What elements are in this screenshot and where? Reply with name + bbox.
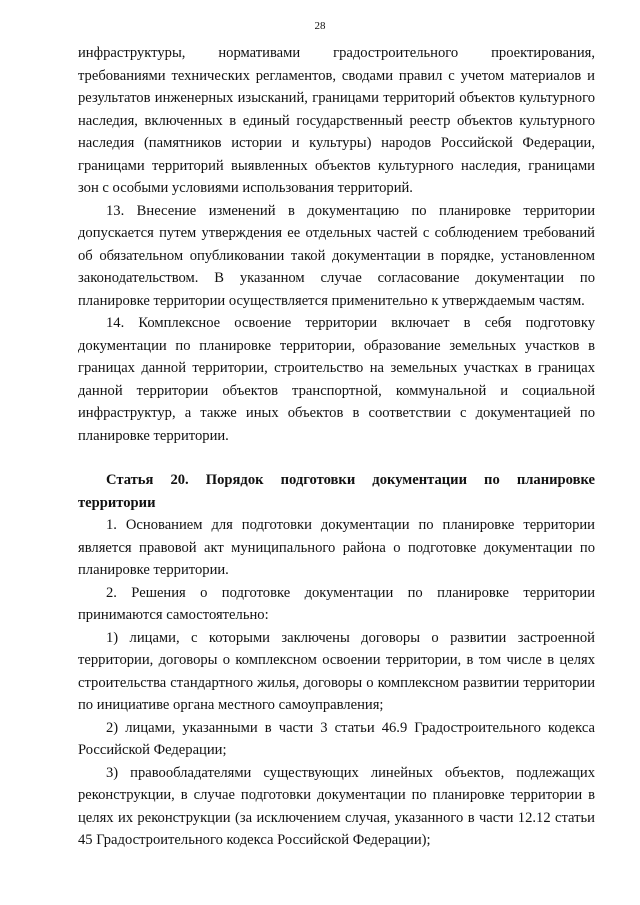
paragraph-13: 13. Внесение изменений в документацию по планировке территории допускается путем утверждения ее отдельных частей с соблюдением требований об обязательном опубликовании такой документации в порядке, установленном законодательством. В указанном случае согласование документации по планировке территории осуществляется применительно к утверждаемым частям. (78, 202, 595, 309)
article-item-3: 3) правообладателями существующих линейных объектов, подлежащих реконструкции, в случае подготовки документации по планировке территории в целях их реконструкции (за исключением случая, указанного в части 12.12 статьи 45 Градостроительного кодекса Российской Федерации); (78, 764, 595, 848)
article-paragraph-2: 2. Решения о подготовке документации по планировке территории принимаются самостоятельно: (78, 584, 595, 623)
article-item-2: 2) лицами, указанными в части 3 статьи 46.9 Градостроительного кодекса Российской Федерации; (78, 719, 595, 758)
article-item-1: 1) лицами, с которыми заключены договоры о развитии застроенной территории, договоры о комплексном освоении территории, в том числе в целях строительства стандартного жилья, договоры о комплексном развитии территории по инициативе органа местного самоуправления; (78, 629, 595, 713)
article-paragraph-1: 1. Основанием для подготовки документации по планировке территории является правовой акт муниципального района о подготовке документации по планировке территории. (78, 517, 595, 578)
document-body (78, 42, 595, 852)
paragraph-continuation: инфраструктуры, нормативами градостроительного проектирования, требованиями технических регламентов, сводами правил с учетом материалов и результатов инженерных изысканий, границами территорий объектов культурного наследия, включенных в единый государственный реестр объектов культурного наследия (памятников истории и культуры) народов Российской Федерации, границами территорий выявленных объектов культурного наследия, границами зон с особыми условиями использования территорий. (78, 45, 595, 196)
page-number: 28 (314, 20, 326, 32)
paragraph-14: 14. Комплексное освоение территории включает в себя подготовку документации по планировке территории, образование земельных участков в границах данной территории, строительство на земельных участках в границах данной территории объектов транспортной, коммунальной и социальной инфраструктур, а также иных объектов в соответствии с документацией по планировке территории. (78, 315, 595, 444)
article-heading: Статья 20. Порядок подготовки документации по планировке территории (78, 472, 595, 511)
